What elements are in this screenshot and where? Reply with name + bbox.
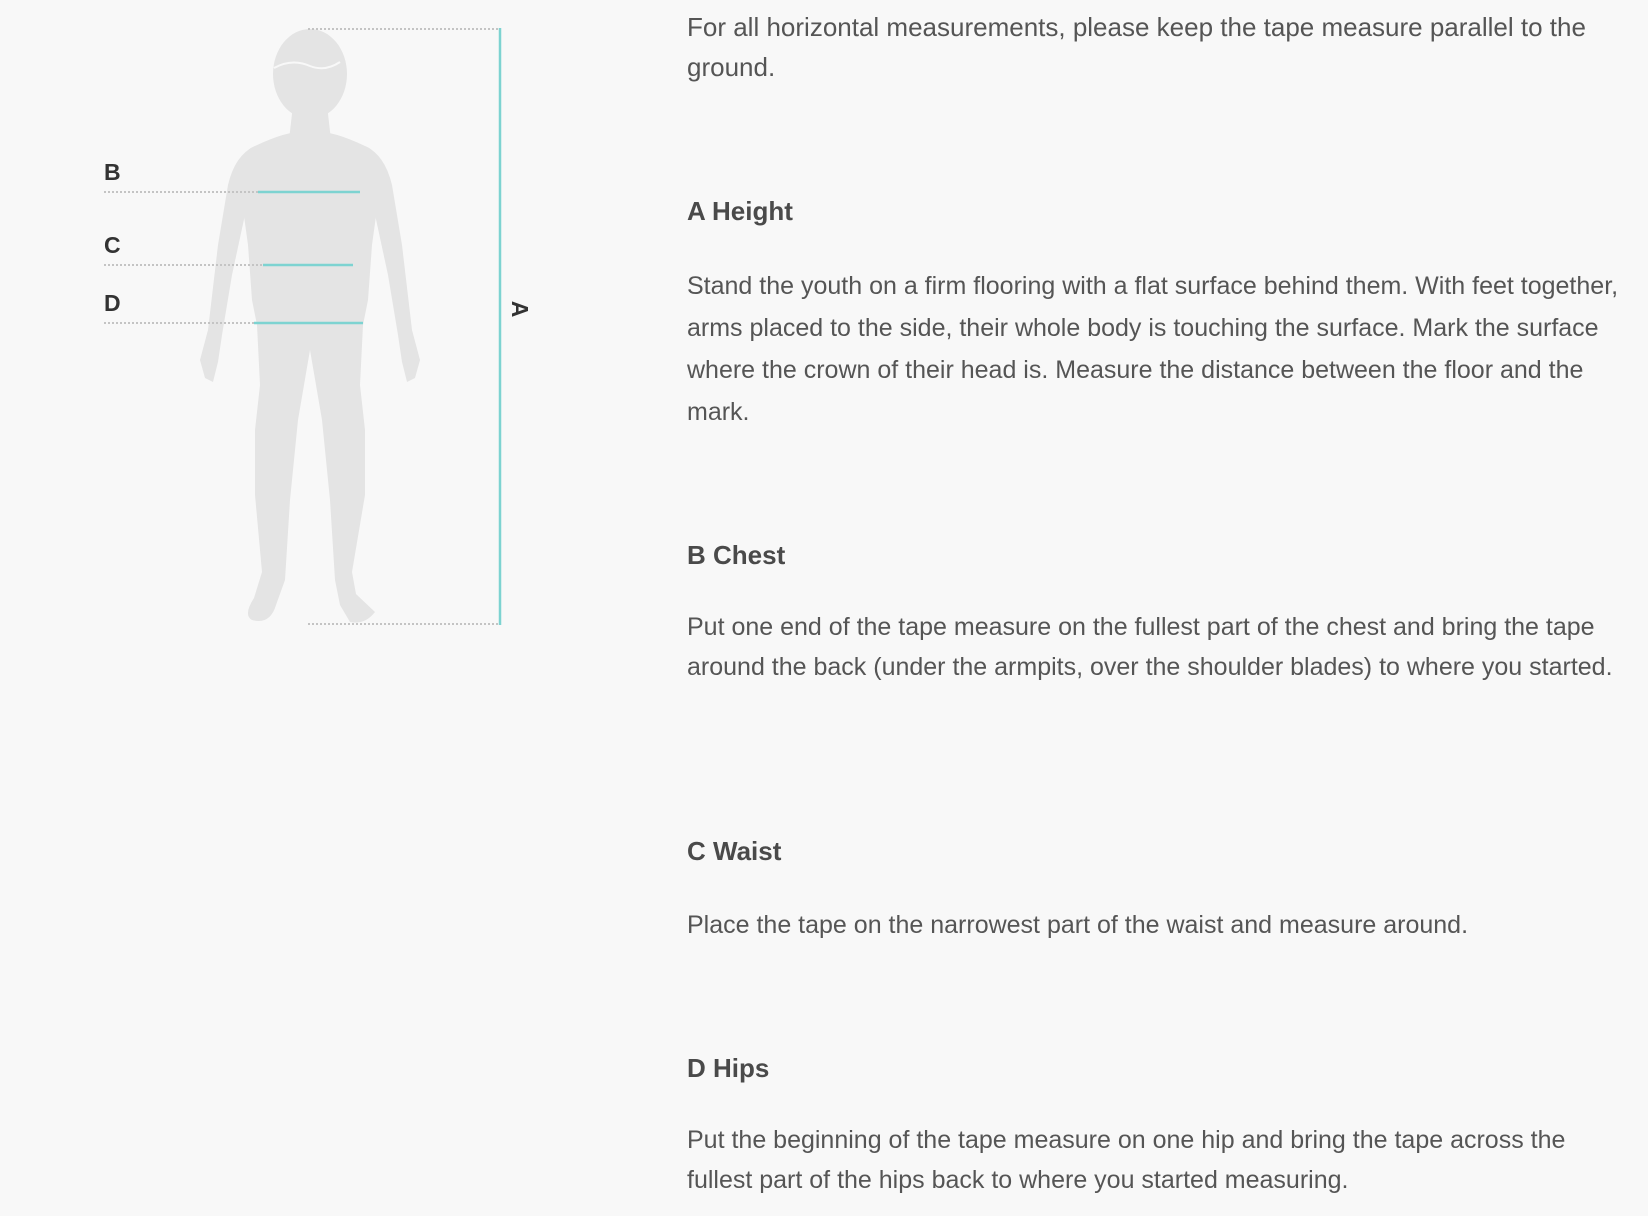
- body-silhouette-figure: [0, 0, 640, 700]
- section-body-hips: Put the beginning of the tape measure on one hip and bring the tape across the fullest part of the hips back to where you started measuring.: [687, 1126, 1566, 1194]
- label-d: D: [104, 290, 121, 316]
- section-title-hips: D Hips: [687, 1053, 770, 1083]
- section-title-chest: B Chest: [687, 540, 786, 570]
- section-body-chest: Put one end of the tape measure on the fullest part of the chest and bring the tape around the back (under the armpits, over the shoulder blades) to where you started.: [687, 613, 1613, 681]
- section-body-waist: Place the tape on the narrowest part of the waist and measure around.: [687, 911, 1469, 939]
- child-silhouette: [200, 29, 420, 623]
- measurement-diagram: [0, 0, 640, 1216]
- label-a: A: [507, 300, 533, 318]
- label-c: C: [104, 232, 121, 258]
- section-title-height: A Height: [687, 196, 793, 226]
- section-body-height: Stand the youth on a firm flooring with a flat surface behind them. With feet together, arms placed to the side, their whole body is touching the surface. Mark the surface where the crown of their head is. Measure the distance between the floor and the mark.: [687, 272, 1619, 426]
- intro-text: For all horizontal measurements, please keep the tape measure parallel to the ground.: [687, 12, 1586, 82]
- section-title-waist: C Waist: [687, 836, 782, 866]
- label-b: B: [104, 159, 121, 185]
